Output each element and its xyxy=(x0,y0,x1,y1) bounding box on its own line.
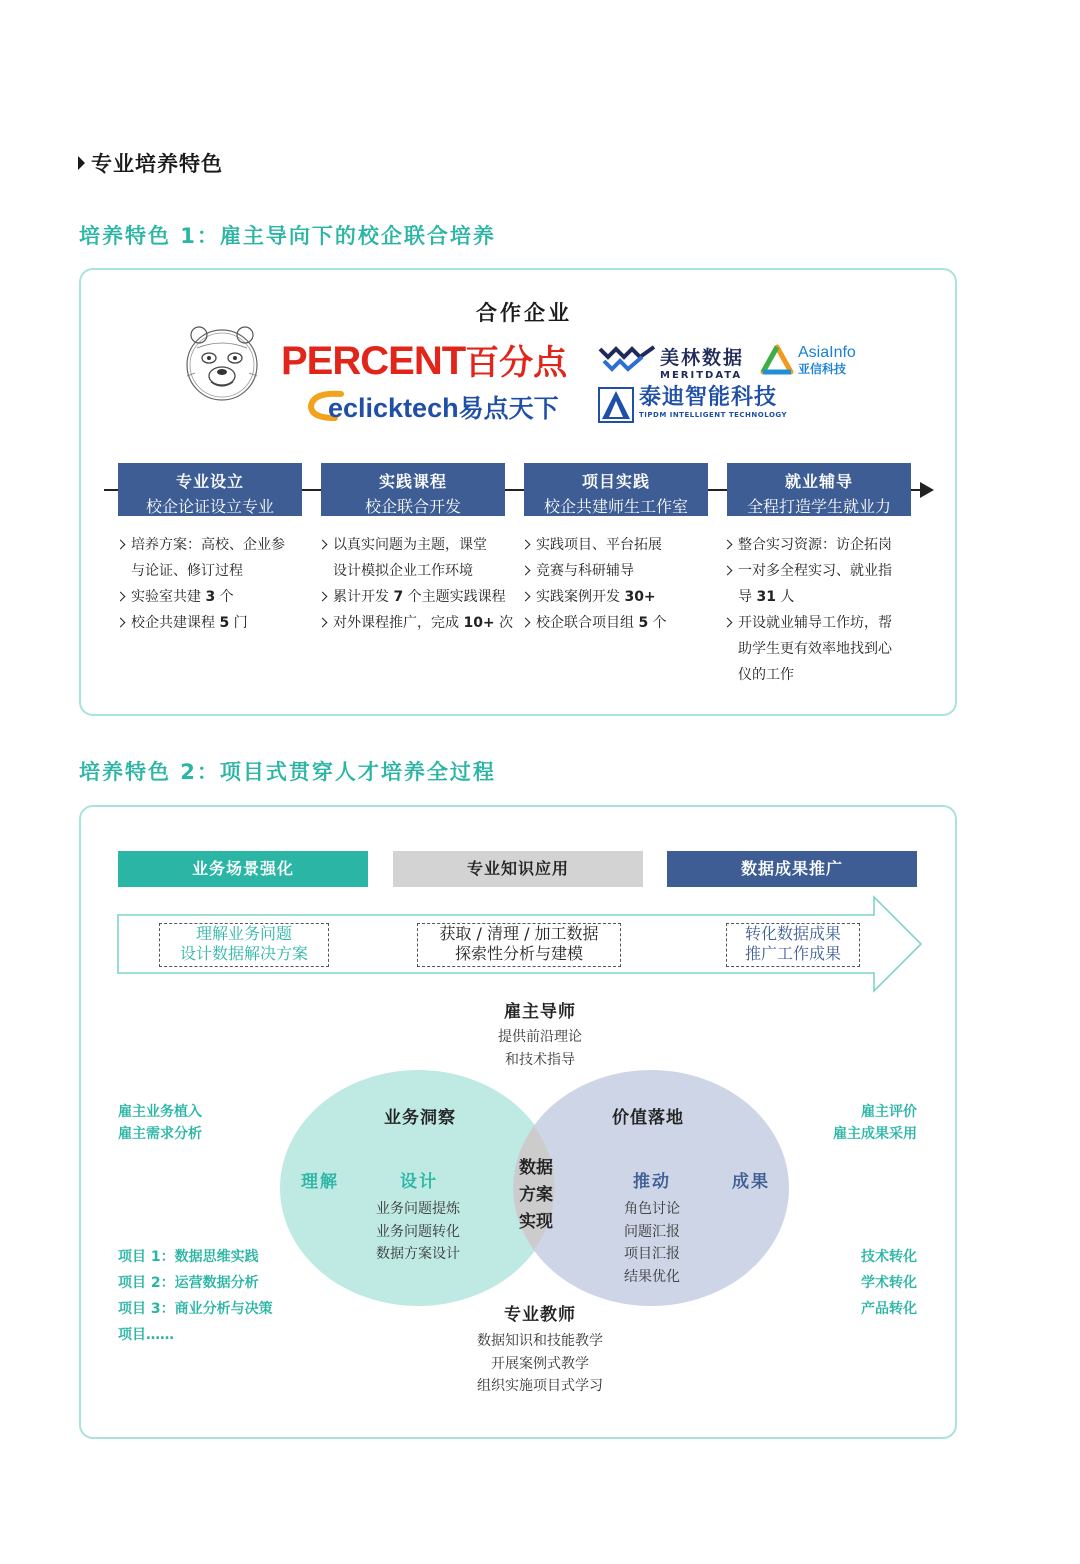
eclicktech-logo: eclicktech易点天下 xyxy=(328,393,559,423)
word-understand: 理解 xyxy=(301,1172,339,1192)
bullet-column-2: 以真实问题为主题，课堂 设计模拟企业工作环境 累计开发 7 个主题实践课程 对外课程推广，完成 10+ 次 xyxy=(319,532,519,636)
word-push: 推动 xyxy=(633,1172,671,1192)
bullet-column-4: 整合实习资源：访企拓岗 一对多全程实习、就业指 导 31 人 开设就业辅导工作坊，帮 助学生更有效率地找到心 仪的工作 xyxy=(724,532,924,688)
bar-business-scenario: 业务场景强化 xyxy=(118,851,368,887)
left-circle-items: 业务问题提炼 业务问题转化 数据方案设计 xyxy=(376,1201,460,1262)
intersection-text: 数据 方案 实现 xyxy=(519,1158,553,1232)
left-top-labels: 雇主业务植入 雇主需求分析 xyxy=(118,1104,202,1142)
feature2-title: 培养特色 2：项目式贯穿人才培养全过程 xyxy=(79,760,496,784)
left-project-list: 项目 1：数据思维实践 项目 2：运营数据分析 项目 3：商业分析与决策 项目…… xyxy=(118,1249,273,1343)
left-circle-title: 业务洞察 xyxy=(384,1108,456,1128)
bullet-column-3: 实践项目、平台拓展 竞赛与科研辅导 实践案例开发 30+ 校企联合项目组 5 个 xyxy=(522,532,722,636)
tipdm-icon xyxy=(598,387,634,423)
right-circle-items: 角色讨论 问题汇报 项目汇报 结果优化 xyxy=(624,1201,680,1285)
stage-box-1: 专业设立 校企论证设立专业 xyxy=(118,463,302,516)
partners-title: 合作企业 xyxy=(476,301,572,325)
stage-box-4: 就业辅导 全程打造学生就业力 xyxy=(727,463,911,516)
meritdata-icon xyxy=(598,343,656,375)
triangle-bullet-icon xyxy=(78,156,85,170)
arrow-box-understand: 理解业务问题 设计数据解决方案 xyxy=(159,923,329,967)
bar-data-promotion: 数据成果推广 xyxy=(667,851,917,887)
bullet-column-1: 培养方案：高校、企业参 与论证、修订过程 实验室共建 3 个 校企共建课程 5 门 xyxy=(117,532,317,636)
word-design: 设计 xyxy=(400,1172,438,1192)
right-top-labels: 雇主评价 雇主成果采用 xyxy=(833,1104,917,1142)
arrow-box-promote: 转化数据成果 推广工作成果 xyxy=(726,923,860,967)
feature1-title: 培养特色 1：雇主导向下的校企联合培养 xyxy=(79,224,496,248)
arrow-box-data-processing: 获取 / 清理 / 加工数据 探索性分析与建模 xyxy=(417,923,621,967)
right-circle-title: 价值落地 xyxy=(612,1108,684,1128)
right-transformation-list: 技术转化 学术转化 产品转化 xyxy=(861,1249,917,1317)
professional-teacher: 专业教师 数据知识和技能教学 开展案例式教学 组织实施项目式学习 xyxy=(477,1305,603,1394)
meritdata-logo: 美林数据 MERITDATA xyxy=(660,347,745,381)
percent-logo: PERCENT百分点 xyxy=(281,339,568,383)
employer-mentor: 雇主导师 提供前沿理论 和技术指导 xyxy=(498,1002,582,1068)
asiainfo-logo: AsiaInfo 亚信科技 xyxy=(798,344,856,376)
tipdm-logo: 泰迪智能科技 TIPDM INTELLIGENT TECHNOLOGY xyxy=(639,385,788,419)
bar-knowledge-application: 专业知识应用 xyxy=(393,851,643,887)
asiainfo-icon xyxy=(760,344,794,376)
bear-sketch-logo xyxy=(177,318,267,408)
stage-box-2: 实践课程 校企联合开发 xyxy=(321,463,505,516)
stage-box-3: 项目实践 校企共建师生工作室 xyxy=(524,463,708,516)
word-result: 成果 xyxy=(732,1172,770,1192)
section-heading: 专业培养特色 xyxy=(78,148,223,178)
timeline-arrow-icon xyxy=(920,482,934,498)
